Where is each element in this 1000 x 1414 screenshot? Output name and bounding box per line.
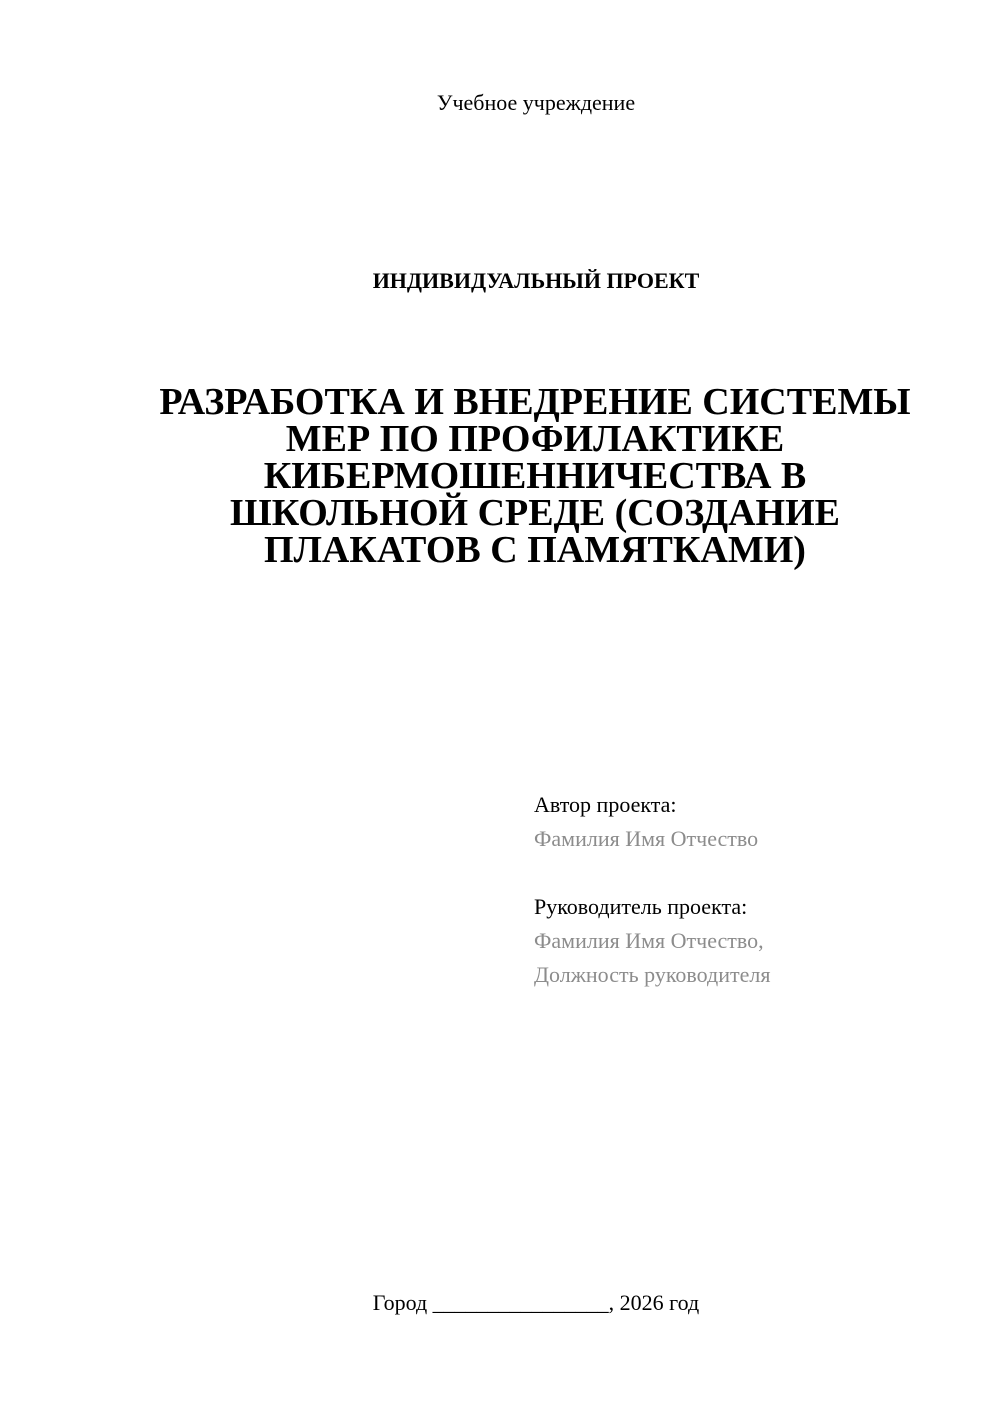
title-line: ПЛАКАТОВ С ПАМЯТКАМИ) [264, 529, 806, 571]
project-people [534, 788, 974, 992]
title-line: РАЗРАБОТКА И ВНЕДРЕНИЕ СИСТЕМЫ [159, 381, 911, 423]
supervisor-label: Руководитель проекта: [534, 894, 748, 919]
project-title [150, 381, 920, 571]
title-line: ШКОЛЬНОЙ СРЕДЕ (СОЗДАНИЕ [229, 492, 841, 534]
supervisor-name: Фамилия Имя Отчество, [534, 928, 764, 953]
author-label: Автор проекта: [534, 792, 677, 817]
institution-name: Учебное учреждение [436, 90, 636, 115]
author-name: Фамилия Имя Отчество [534, 826, 759, 851]
title-line: КИБЕРМОШЕННИЧЕСТВА В [263, 455, 807, 497]
title-line: МЕР ПО ПРОФИЛАКТИКЕ [285, 418, 785, 460]
spacer [534, 856, 974, 890]
supervisor-position: Должность руководителя [534, 962, 771, 987]
document-type: ИНДИВИДУАЛЬНЫЙ ПРОЕКТ [372, 268, 700, 293]
city-year-line: Город ________________, 2026 год [372, 1290, 700, 1315]
